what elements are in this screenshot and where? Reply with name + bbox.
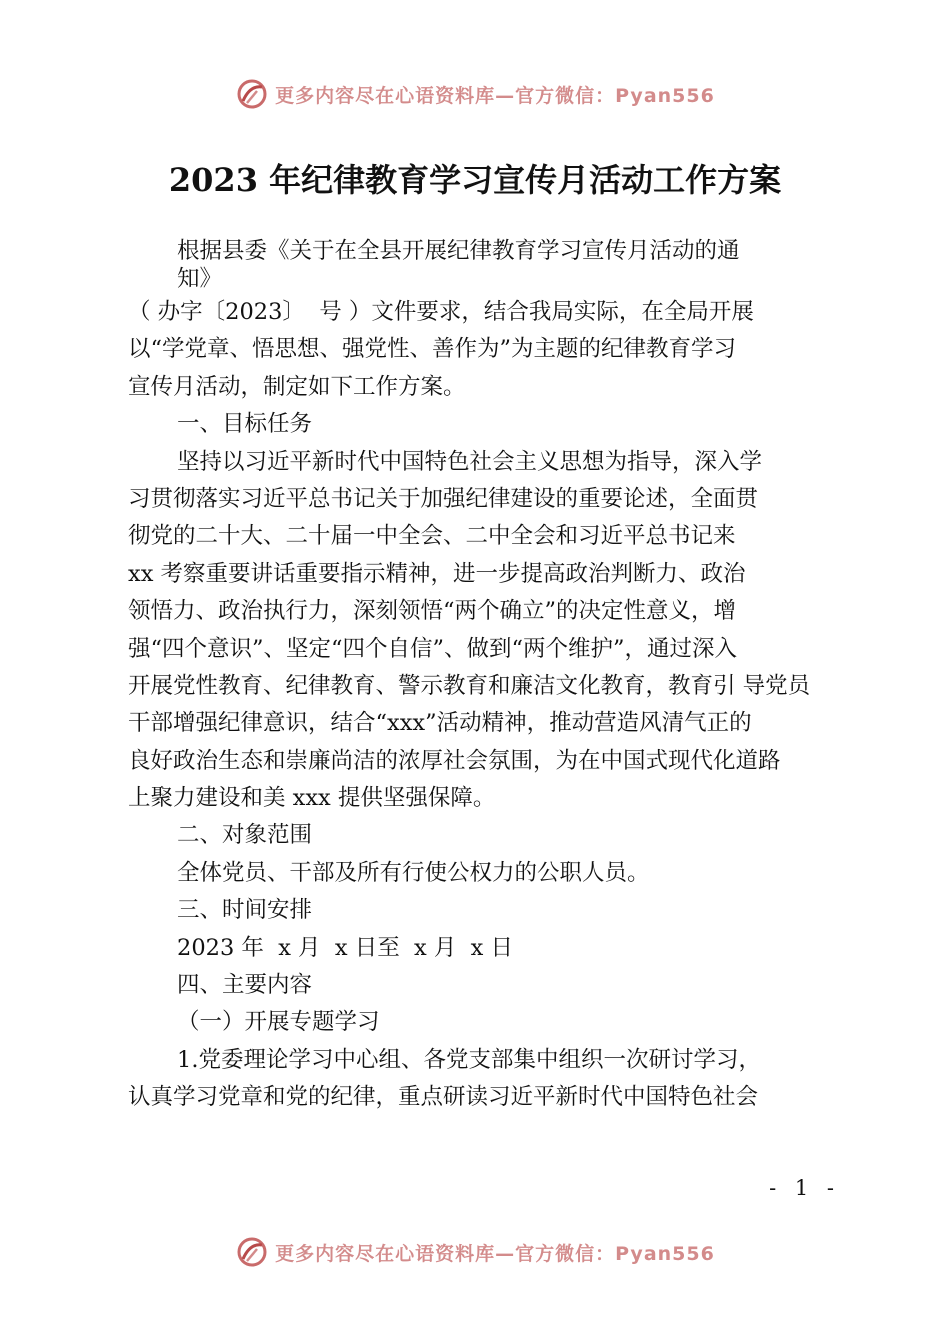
watermark-text: 更多内容尽在心语资料库—官方微信：Pyan556 bbox=[275, 84, 715, 107]
paragraph-line: 以“学党章、悟思想、强党性、善作为”为主题的纪律教育学习 bbox=[128, 336, 737, 363]
watermark-header bbox=[0, 74, 950, 114]
paragraph-line: 领悟力、政治执行力，深刻领悟“两个确立”的决定性意义，增 bbox=[128, 598, 737, 625]
paragraph-line: 1.党委理论学习中心组、各党支部集中组织一次研讨学习， bbox=[177, 1046, 761, 1073]
paragraph-line: xx 考察重要讲话重要指示精神，进一步提高政治判断力、政治 bbox=[128, 560, 746, 587]
paragraph-line: 全体党员、干部及所有行使公权力的公职人员。 bbox=[177, 859, 650, 886]
section-heading: 一、目标任务 bbox=[177, 411, 313, 438]
paragraph-line: 宣传月活动，制定如下工作方案。 bbox=[128, 373, 466, 400]
paragraph-line: 开展党性教育、纪律教育、警示教育和廉洁文化教育，教育引 导党员 bbox=[128, 672, 811, 699]
section-heading: 二、对象范围 bbox=[177, 822, 313, 849]
section-heading: 三、时间安排 bbox=[177, 897, 313, 924]
paragraph-line: 彻党的二十大、二十届一中全会、二中全会和习近平总书记来 bbox=[128, 523, 736, 550]
paragraph-line: 习贯彻落实习近平总书记关于加强纪律建设的重要论述，全面贯 bbox=[128, 485, 759, 512]
page-number: - 1 - bbox=[769, 1176, 840, 1200]
paragraph-line: 2023 年 x 月 x 日至 x 月 x 日 bbox=[177, 934, 513, 961]
paragraph-line: 干部增强纪律意识，结合“xxx”活动精神，推动营造风清气正的 bbox=[128, 710, 752, 737]
watermark-text: 更多内容尽在心语资料库—官方微信：Pyan556 bbox=[275, 1242, 715, 1265]
document-body bbox=[128, 238, 834, 1117]
brand-logo-icon bbox=[235, 77, 269, 111]
subsection-heading: （一）开展专题学习 bbox=[177, 1009, 380, 1036]
section-heading: 四、主要内容 bbox=[177, 972, 313, 999]
paragraph-line: 知》 bbox=[177, 266, 223, 292]
paragraph-line: 坚持以习近平新时代中国特色社会主义思想为指导，深入学 bbox=[177, 448, 763, 475]
watermark-footer bbox=[0, 1232, 950, 1272]
paragraph-line: 认真学习党章和党的纪律，重点研读习近平新时代中国特色社会 bbox=[128, 1084, 759, 1111]
paragraph-line: 强“四个意识”、坚定“四个自信”、做到“两个维护”，通过深入 bbox=[128, 635, 738, 662]
paragraph-line: （ 办字〔2023〕 号 ）文件要求，结合我局实际，在全局开展 bbox=[128, 299, 754, 325]
document-title: 2023 年纪律教育学习宣传月活动工作方案 bbox=[168, 161, 782, 199]
paragraph-line: 上聚力建设和美 xxx 提供坚强保障。 bbox=[128, 785, 496, 812]
brand-logo-icon bbox=[235, 1235, 269, 1269]
paragraph-line: 良好政治生态和崇廉尚洁的浓厚社会氛围，为在中国式现代化道路 bbox=[128, 747, 781, 774]
paragraph-line: 根据县委《关于在全县开展纪律教育学习宣传月活动的通 bbox=[177, 238, 740, 264]
